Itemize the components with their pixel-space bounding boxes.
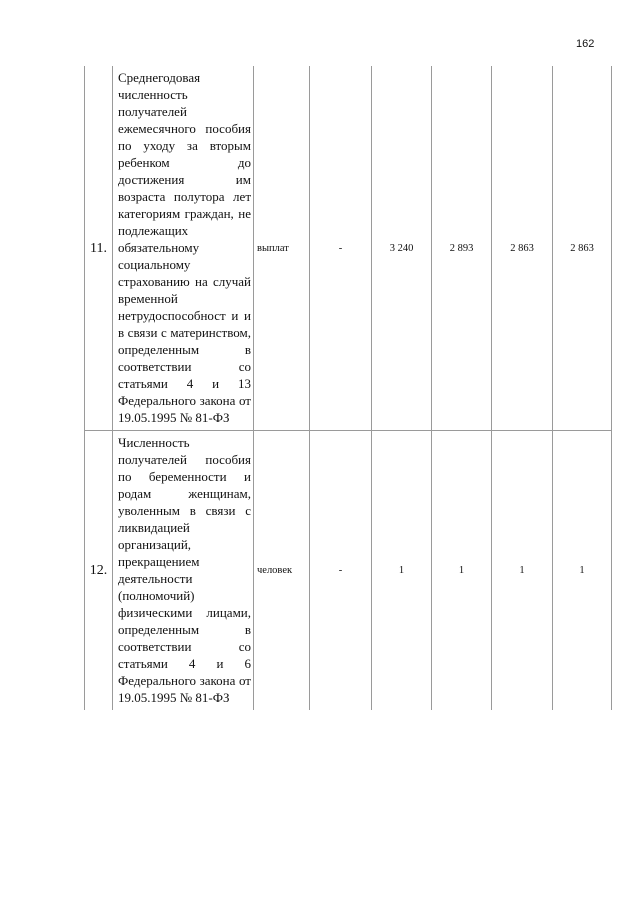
row-number: 12. bbox=[85, 431, 113, 711]
value-cell: 1 bbox=[492, 431, 553, 711]
value-cell: 2 893 bbox=[432, 66, 492, 431]
value-cell: - bbox=[310, 66, 372, 431]
value-cell: 1 bbox=[432, 431, 492, 711]
indicator-name-text: Среднегодовая численность получателей ежемесячного пособия по уходу за вторым ребенком до достижения им возраста полутора лет категориям граждан, не подлежащих обязательному социальному страхованию на случай временной нетрудоспособност и и в связи с материнством, определенным в соответствии со статьями 4 и 13 Федерального закона от 19.05.1995 № 81-ФЗ bbox=[118, 70, 251, 425]
value-cell: 1 bbox=[372, 431, 432, 711]
value-cell: 3 240 bbox=[372, 66, 432, 431]
value-cell: - bbox=[310, 431, 372, 711]
value-cell: 1 bbox=[553, 431, 612, 711]
indicator-name bbox=[113, 431, 254, 711]
indicator-name-text: Численность получателей пособия по беременности и родам женщинам, уволенным в связи с ликвидацией организаций, прекращением деятельности (полномочий) физическими лицами, определенным в соответствии со статьями 4 и 6 Федерального закона от 19.05.1995 № 81-ФЗ bbox=[118, 435, 251, 705]
unit-cell: человек bbox=[254, 431, 310, 711]
unit-cell: выплат bbox=[254, 66, 310, 431]
indicators-table bbox=[84, 66, 612, 710]
table-row bbox=[85, 66, 612, 431]
page-number: 162 bbox=[576, 38, 595, 50]
indicator-name bbox=[113, 66, 254, 431]
table-row bbox=[85, 431, 612, 711]
value-cell: 2 863 bbox=[553, 66, 612, 431]
value-cell: 2 863 bbox=[492, 66, 553, 431]
row-number: 11. bbox=[85, 66, 113, 431]
